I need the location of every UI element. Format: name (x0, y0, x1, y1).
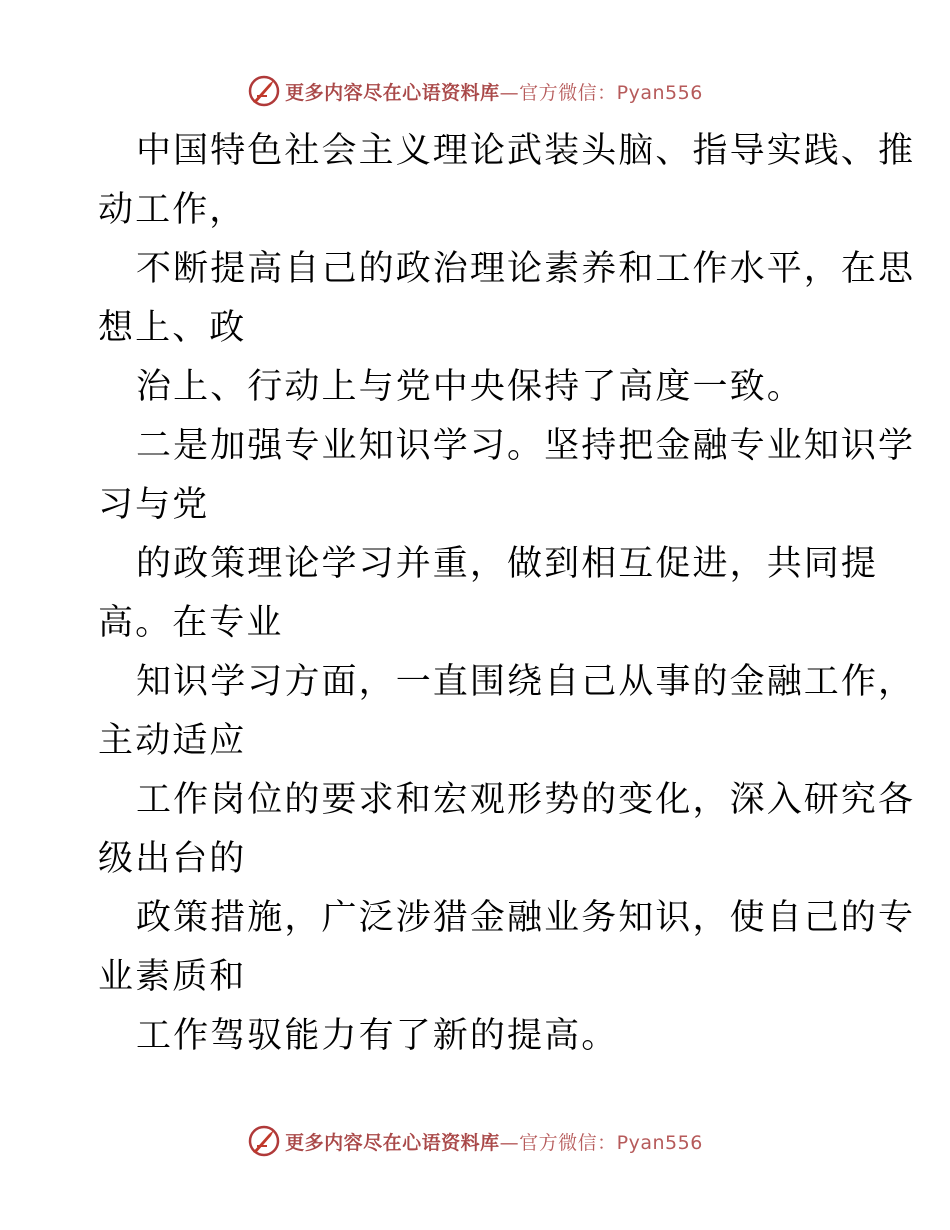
text-line: 二是加强专业知识学习。坚持把金融专业知识学 (136, 426, 916, 466)
quill-logo-icon (247, 74, 281, 108)
text-line: 工作岗位的要求和宏观形势的变化，深入研究各 (136, 780, 916, 820)
paragraph (98, 240, 916, 358)
paragraph (98, 535, 879, 653)
paragraph (98, 1007, 858, 1066)
quill-logo-icon (247, 1124, 281, 1158)
text-line: 治上、行动上与党中央保持了高度一致。 (136, 367, 804, 407)
text-line: 高。在专业 (98, 603, 284, 643)
text-line: 不断提高自己的政治理论素养和工作水平，在思 (136, 249, 916, 289)
text-line: 政策措施，广泛涉猎金融业务知识，使自己的专 (136, 898, 916, 938)
header-watermark-text: 更多内容尽在心语资料库—官方微信：Pyan556 (285, 81, 703, 104)
text-line: 主动适应 (98, 721, 247, 761)
paragraph (98, 122, 916, 240)
text-line: 级出台的 (98, 839, 247, 879)
paragraph (98, 653, 916, 771)
text-line: 习与党 (98, 485, 210, 525)
paragraph (98, 889, 916, 1007)
header-watermark (0, 71, 950, 111)
text-line: 业素质和 (98, 957, 247, 997)
paragraph (98, 417, 916, 535)
text-line: 想上、政 (98, 308, 247, 348)
text-line: 知识学习方面，一直围绕自己从事的金融工作， (136, 662, 916, 702)
footer-watermark (0, 1121, 950, 1161)
document-body (98, 122, 916, 1066)
text-line: 工作驾驭能力有了新的提高。 (136, 1016, 619, 1056)
paragraph (98, 358, 858, 417)
text-line: 动工作， (98, 190, 247, 230)
paragraph (98, 771, 916, 889)
text-line: 中国特色社会主义理论武装头脑、指导实践、推 (136, 131, 916, 171)
footer-watermark-text: 更多内容尽在心语资料库—官方微信：Pyan556 (285, 1131, 703, 1154)
text-line: 的政策理论学习并重，做到相互促进，共同提 (136, 544, 879, 584)
